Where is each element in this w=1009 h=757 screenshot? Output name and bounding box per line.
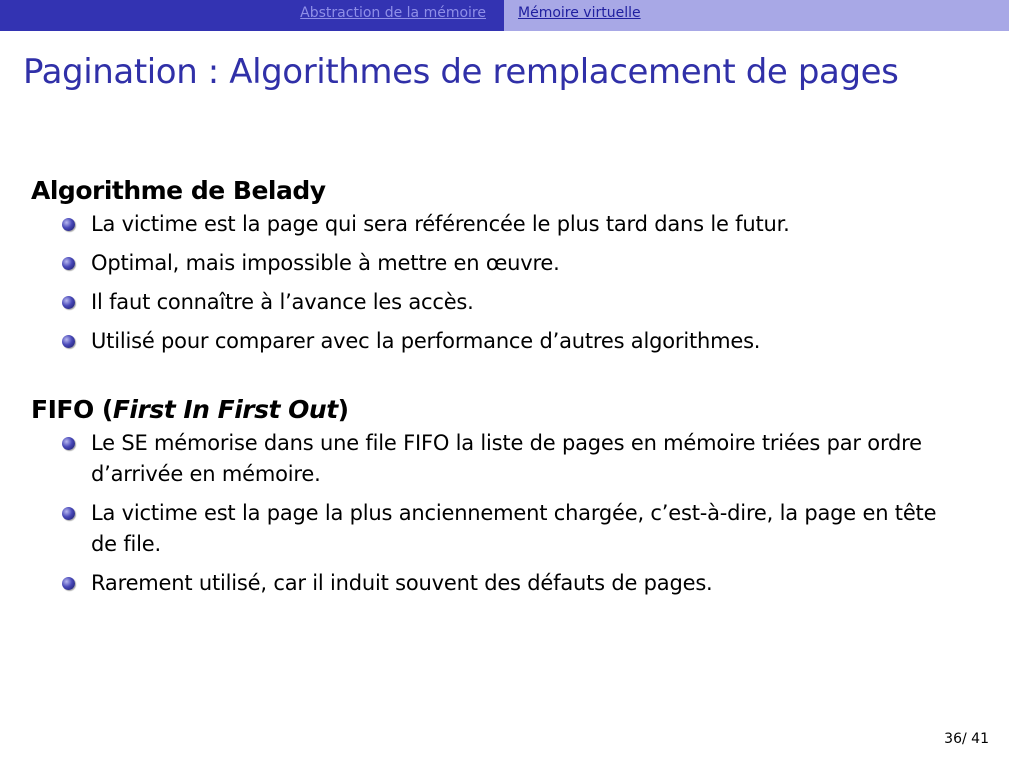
block-fifo: [31, 395, 961, 607]
page-current: 36: [944, 731, 962, 747]
nav-link-abstraction-memoire[interactable]: Abstraction de la mémoire: [300, 5, 486, 21]
list-item-text: Le SE mémorise dans une file FIFO la liste de pages en mémoire triées par ordre d’arrivée en mémoire.: [91, 431, 922, 486]
block-title-fifo-prefix: FIFO (: [31, 395, 113, 424]
block-title-fifo-italic: First In First Out: [112, 395, 338, 424]
list-item-text: Utilisé pour comparer avec la performance d’autres algorithmes.: [91, 329, 761, 353]
bullet-icon: [62, 437, 75, 450]
block-title-fifo-suffix: ): [337, 395, 349, 424]
bullet-icon: [62, 296, 75, 309]
bullet-icon: [62, 335, 75, 348]
slide-title: Pagination : Algorithmes de remplacement de pages: [23, 52, 899, 92]
nav-section-right: [504, 0, 1009, 31]
block-title-belady: Algorithme de Belady: [31, 176, 326, 205]
bullet-icon: [62, 257, 75, 270]
list-item-text: Il faut connaître à l’avance les accès.: [91, 290, 474, 314]
bullet-icon: [62, 507, 75, 520]
list-item: [31, 287, 961, 318]
bullet-icon: [62, 577, 75, 590]
navigation-bar: [0, 0, 1009, 31]
list-item-text: Rarement utilisé, car il induit souvent des défauts de pages.: [91, 571, 713, 595]
bullet-list-belady: [31, 209, 961, 357]
bullet-list-fifo: [31, 428, 961, 599]
list-item: [31, 209, 961, 240]
nav-section-left: [0, 0, 504, 31]
page-number: 36/ 41: [944, 731, 989, 747]
block-title-fifo: [31, 395, 961, 424]
list-item: [31, 326, 961, 357]
bullet-icon: [62, 218, 75, 231]
list-item-text: La victime est la page qui sera référencée le plus tard dans le futur.: [91, 212, 790, 236]
list-item: [31, 428, 961, 490]
list-item-text: La victime est la page la plus anciennement chargée, c’est-à-dire, la page en tête de file.: [91, 501, 937, 556]
nav-link-memoire-virtuelle[interactable]: Mémoire virtuelle: [518, 5, 641, 21]
list-item-text: Optimal, mais impossible à mettre en œuvre.: [91, 251, 560, 275]
list-item: [31, 568, 961, 599]
list-item: [31, 248, 961, 279]
list-item: [31, 498, 961, 560]
block-belady: [31, 176, 961, 365]
page-total: 41: [971, 731, 989, 747]
